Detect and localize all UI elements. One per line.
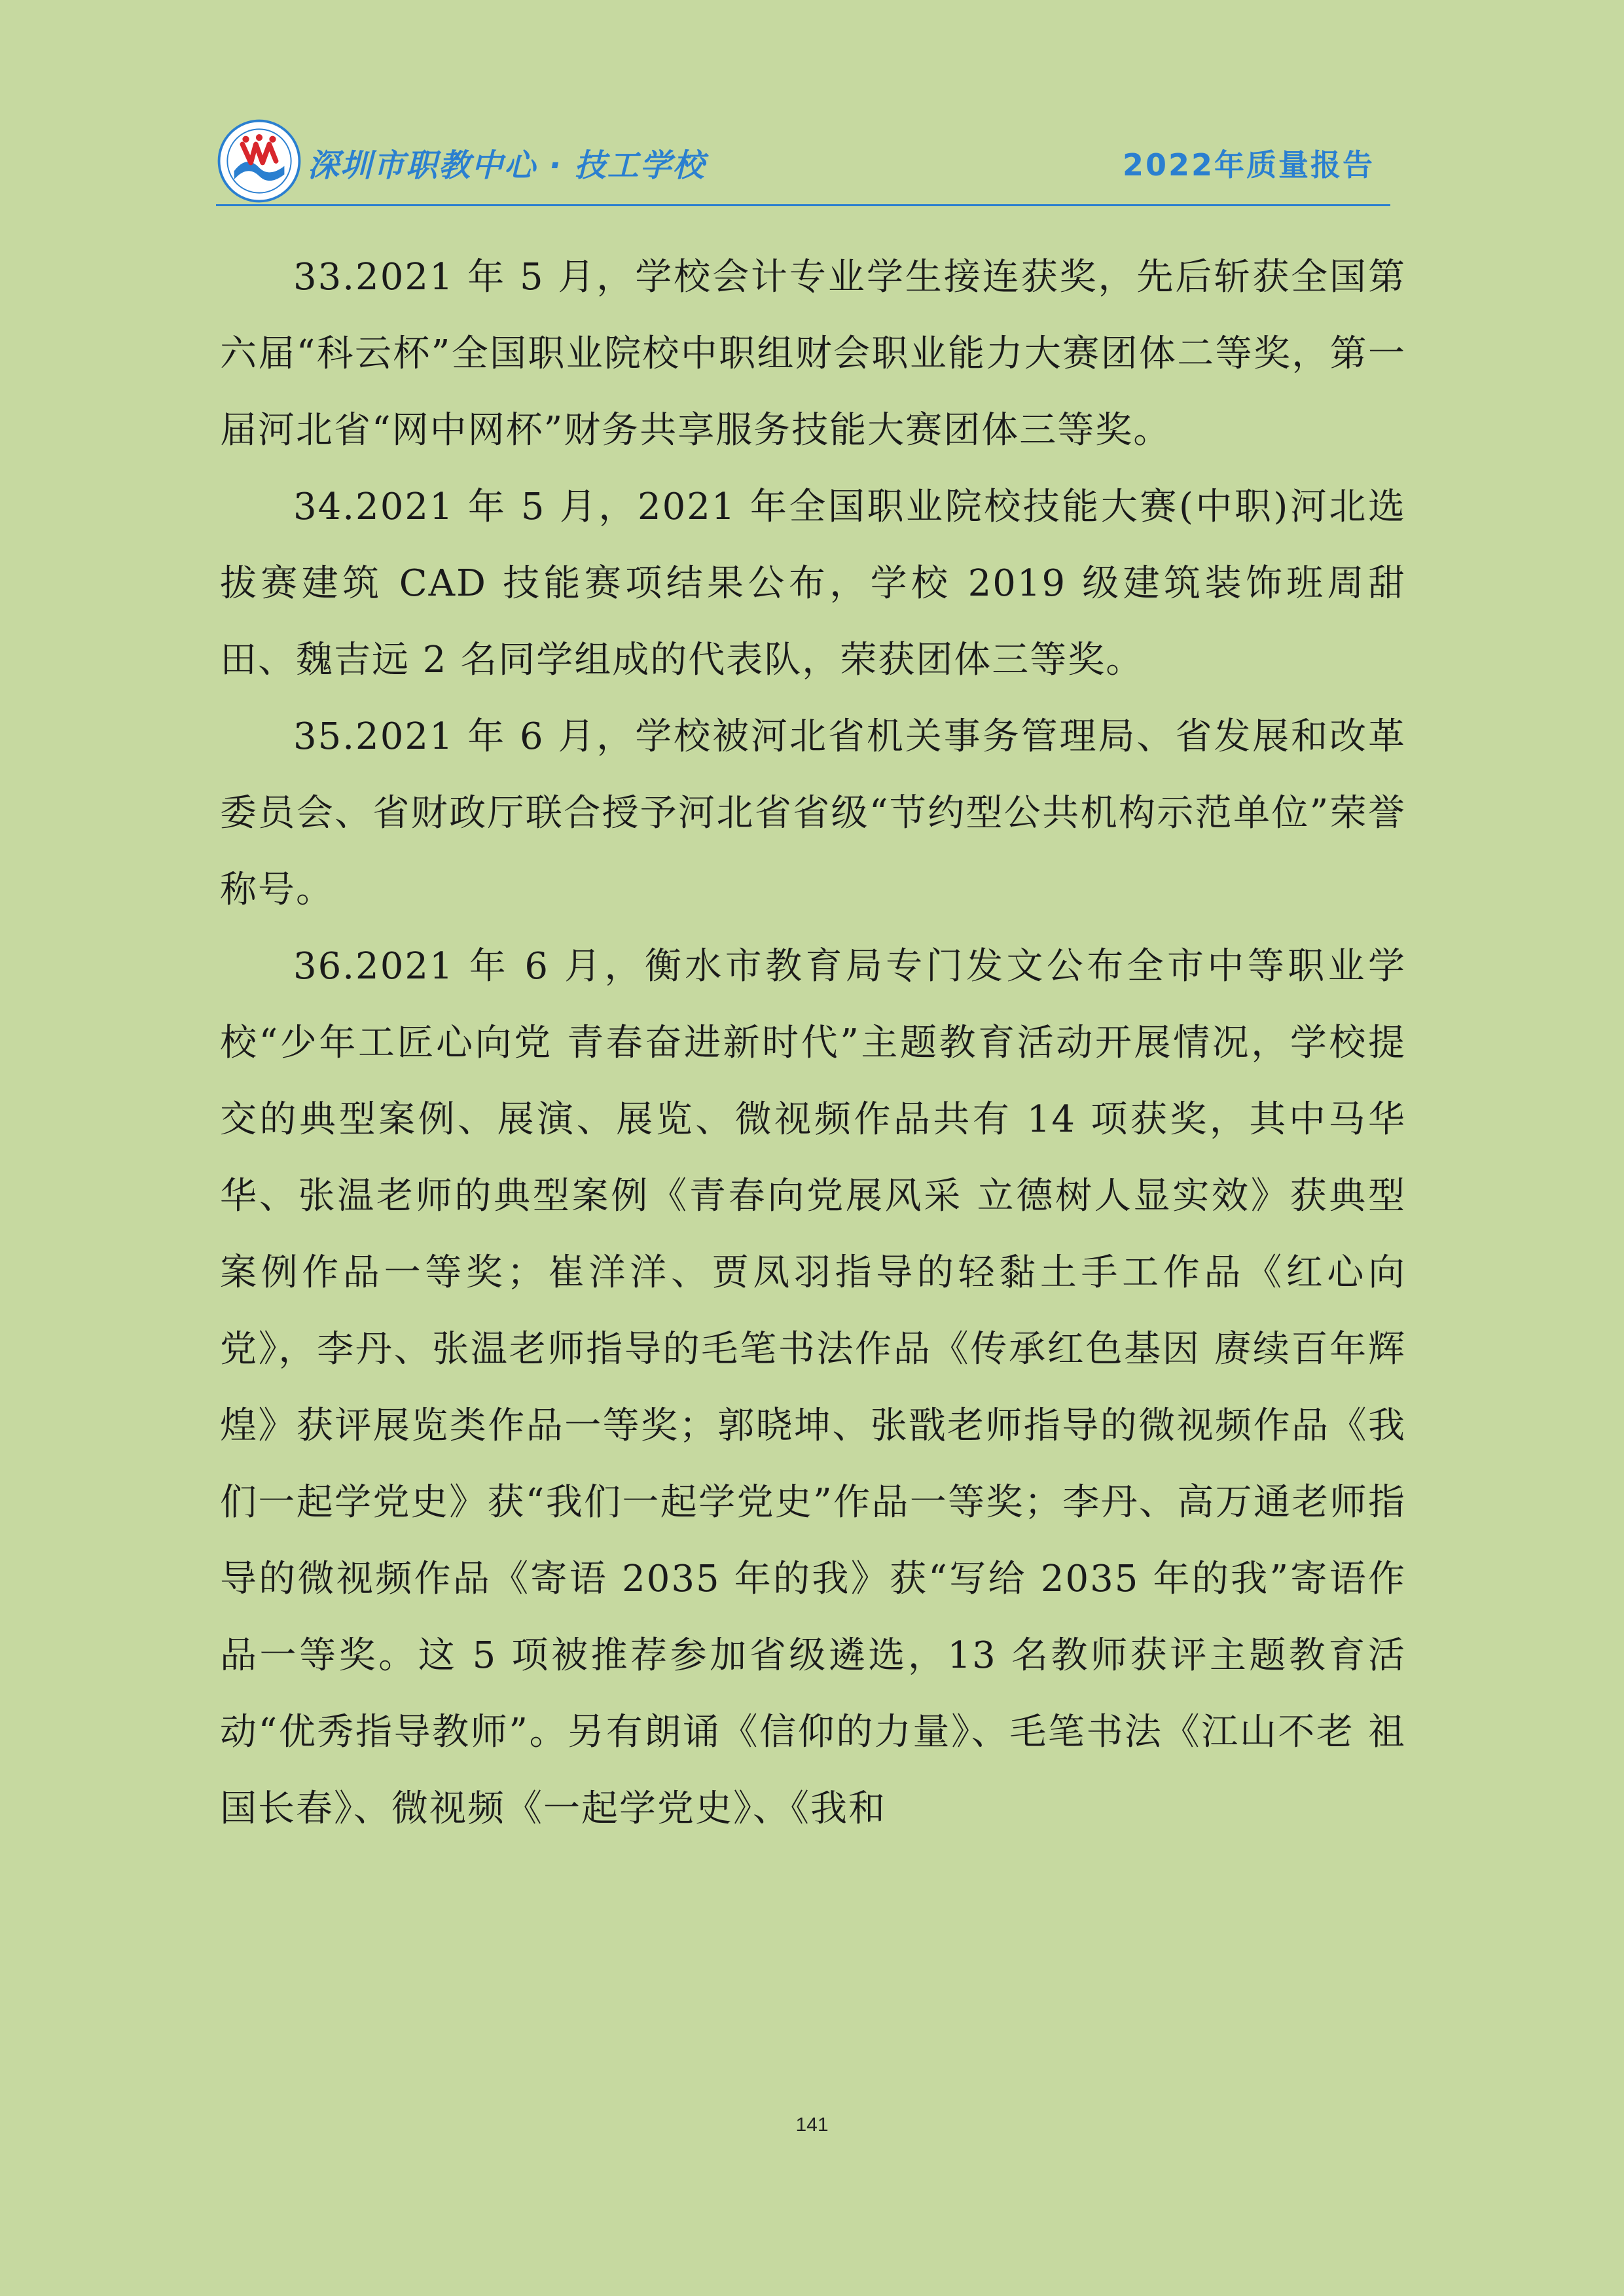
school-name: 深圳市职教中心 · 技工学校 [308,147,706,184]
paragraph-item-34: 34.2021 年 5 月，2021 年全国职业院校技能大赛(中职)河北选拔赛建筑 CAD 技能赛项结果公布，学校 2019 级建筑装饰班周甜田、魏吉远 2 名同学组成的代表队，荣获团体三等奖。 [220,486,1406,681]
paragraph-item-33: 33.2021 年 5 月，学校会计专业学生接连获奖，先后斩获全国第六届“科云杯”全国职业院校中职组财会职业能力大赛团体二等奖，第一届河北省“网中网杯”财务共享服务技能大赛团体三等奖。 [220,256,1406,452]
paragraph-item-36: 36.2021 年 6 月，衡水市教育局专门发文公布全市中等职业学校“少年工匠心向党 青春奋进新时代”主题教育活动开展情况，学校提交的典型案例、展演、展览、微视频作品共有 14 项获奖，其中马华华、张温老师的典型案例《青春向党展风采 立德树人显实效》获典型案例作品一等奖；崔洋洋、贾凤羽指导的轻黏土手工作品《红心向党》，李丹、张温老师指导的毛笔书法作品《传承红色基因 赓续百年辉煌》获评展览类作品一等奖；郭晓坤、张戬老师指导的微视频作品《我们一起学党史》获“我们一起学党史”作品一等奖；李丹、高万通老师指导的微视频作品《寄语 2035 年的我》获“写给 2035 年的我”寄语作品一等奖。这 5 项被推荐参加省级遴选，13 名教师获评主题教育活动“优秀指导教师”。另有朗诵《信仰的力量》、毛笔书法《江山不老 祖国长春》、微视频《一起学党史》、《我和 [220,945,1407,1830]
school-emblem-icon [217,119,301,203]
page-body [220,239,1406,1847]
paragraph-item-35: 35.2021 年 6 月，学校被河北省机关事务管理局、省发展和改革委员会、省财政厅联合授予河北省省级“节约型公共机构示范单位”荣誉称号。 [220,715,1406,911]
page-number: 141 [795,2114,829,2136]
header-divider [216,204,1390,206]
report-title: 2022年质量报告 [1122,147,1375,183]
page-header [216,111,1414,209]
